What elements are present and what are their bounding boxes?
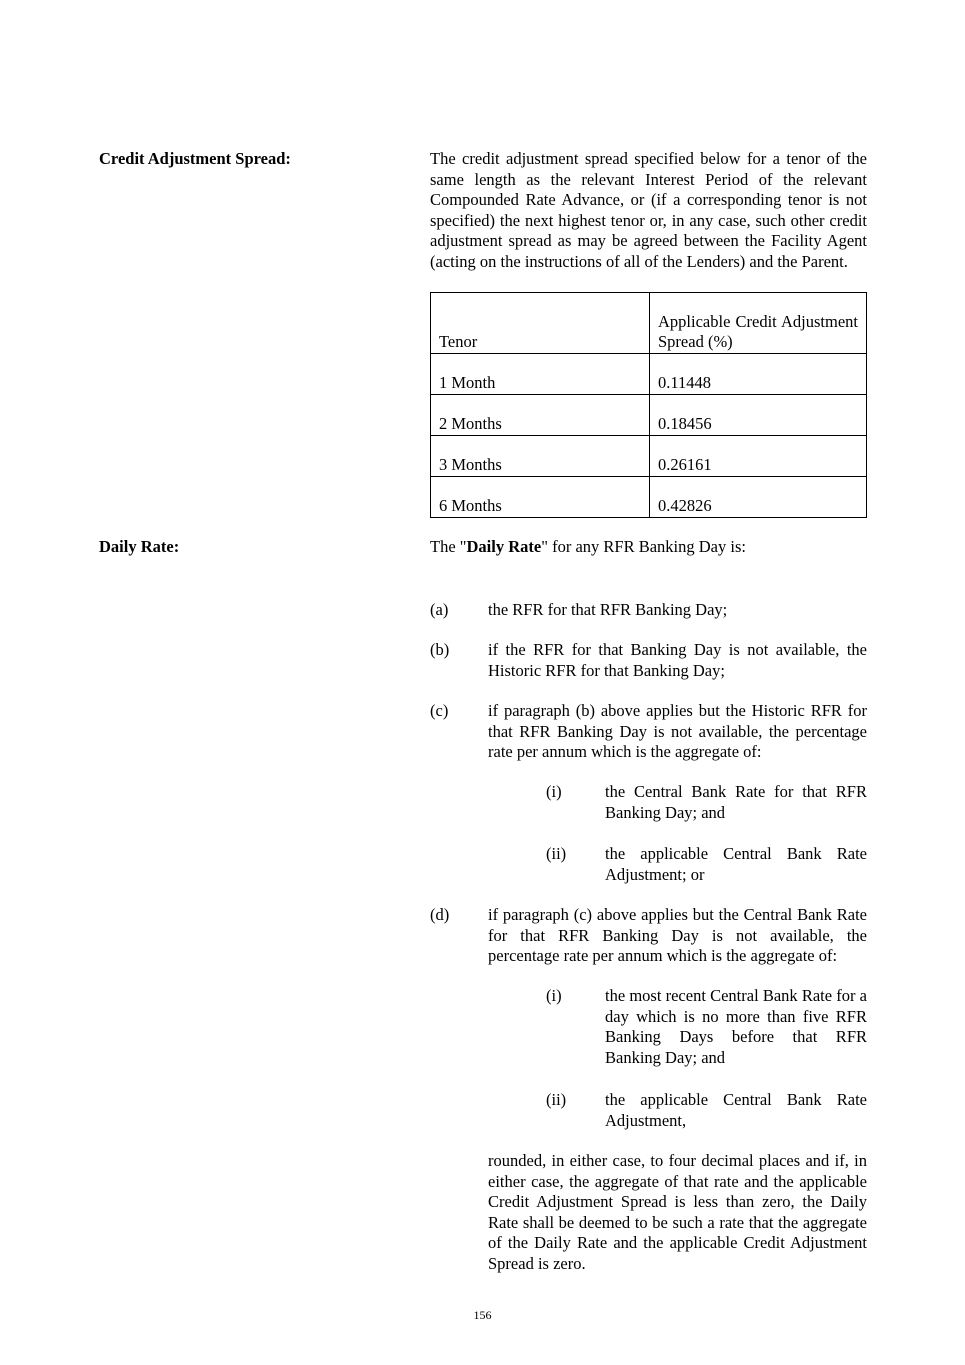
table-header-row — [431, 293, 867, 354]
credit-adjustment-spread-definition: The credit adjustment spread specified below for a tenor of the same length as the relevant Interest Period of the relevant Compounded Rate Advance, or (if a corresponding tenor is not specified) the next highest tenor or, in any case, such other credit adjustment spread as may be agreed between the Facility Agent (acting on the instructions of all of the Lenders) and the Parent. — [430, 149, 867, 271]
item-d-marker: (d) — [430, 905, 450, 924]
item-b-marker: (b) — [430, 640, 450, 659]
item-c-i-text: the Central Bank Rate for that RFR Banking Day; and — [605, 782, 867, 822]
closing-paragraph: rounded, in either case, to four decimal places and if, in either case, the aggregate of that rate and the applicable Credit Adjustment Spread is less than zero, the Daily Rate shall be deemed to be such a rate that the aggregate of the Daily Rate and the applicable Credit Adjustment Spread is zero. — [488, 1151, 867, 1273]
header-tenor: Tenor — [431, 293, 650, 354]
item-a-marker: (a) — [430, 600, 449, 619]
item-d-text: if paragraph (c) above applies but the Central Bank Rate for that RFR Banking Day is not available, the percentage rate per annum which is the aggregate of: — [488, 905, 867, 966]
table-row — [431, 395, 867, 436]
item-d-ii-text: the applicable Central Bank Rate Adjustment, — [605, 1090, 867, 1130]
table-row — [431, 436, 867, 477]
tenor-cell: 2 Months — [431, 395, 650, 436]
spread-cell: 0.26161 — [650, 436, 867, 477]
item-d-ii-marker: (ii) — [546, 1090, 567, 1109]
term-credit-adjustment-spread: Credit Adjustment Spread: — [99, 149, 291, 168]
header-spread: Applicable Credit Adjustment Spread (%) — [650, 293, 867, 354]
term-daily-rate: Daily Rate: — [99, 537, 180, 556]
item-b-text: if the RFR for that Banking Day is not available, the Historic RFR for that Banking Day; — [488, 640, 867, 680]
table-row — [431, 477, 867, 518]
tenor-cell: 3 Months — [431, 436, 650, 477]
daily-rate-intro — [430, 537, 867, 558]
table-row — [431, 354, 867, 395]
defined-term-daily-rate: Daily Rate — [466, 537, 542, 556]
item-c-i-marker: (i) — [546, 782, 562, 801]
credit-adjustment-spread-table — [430, 292, 867, 518]
item-d-i-marker: (i) — [546, 986, 562, 1005]
item-c-ii-marker: (ii) — [546, 844, 567, 863]
spread-cell: 0.18456 — [650, 395, 867, 436]
item-d-i-text: the most recent Central Bank Rate for a day which is no more than five RFR Banking Days before that RFR Banking Day; and — [605, 986, 867, 1067]
intro-pre: The " — [430, 537, 467, 556]
tenor-cell: 6 Months — [431, 477, 650, 518]
item-c-ii-text: the applicable Central Bank Rate Adjustment; or — [605, 844, 867, 884]
intro-post: " for any RFR Banking Day is: — [541, 537, 746, 556]
spread-cell: 0.11448 — [650, 354, 867, 395]
page-number: 156 — [473, 1308, 492, 1322]
item-c-marker: (c) — [430, 701, 449, 720]
tenor-cell: 1 Month — [431, 354, 650, 395]
item-c-text: if paragraph (b) above applies but the Historic RFR for that RFR Banking Day is not available, the percentage rate per annum which is the aggregate of: — [488, 701, 867, 762]
item-a-text: the RFR for that RFR Banking Day; — [488, 600, 728, 619]
spread-cell: 0.42826 — [650, 477, 867, 518]
